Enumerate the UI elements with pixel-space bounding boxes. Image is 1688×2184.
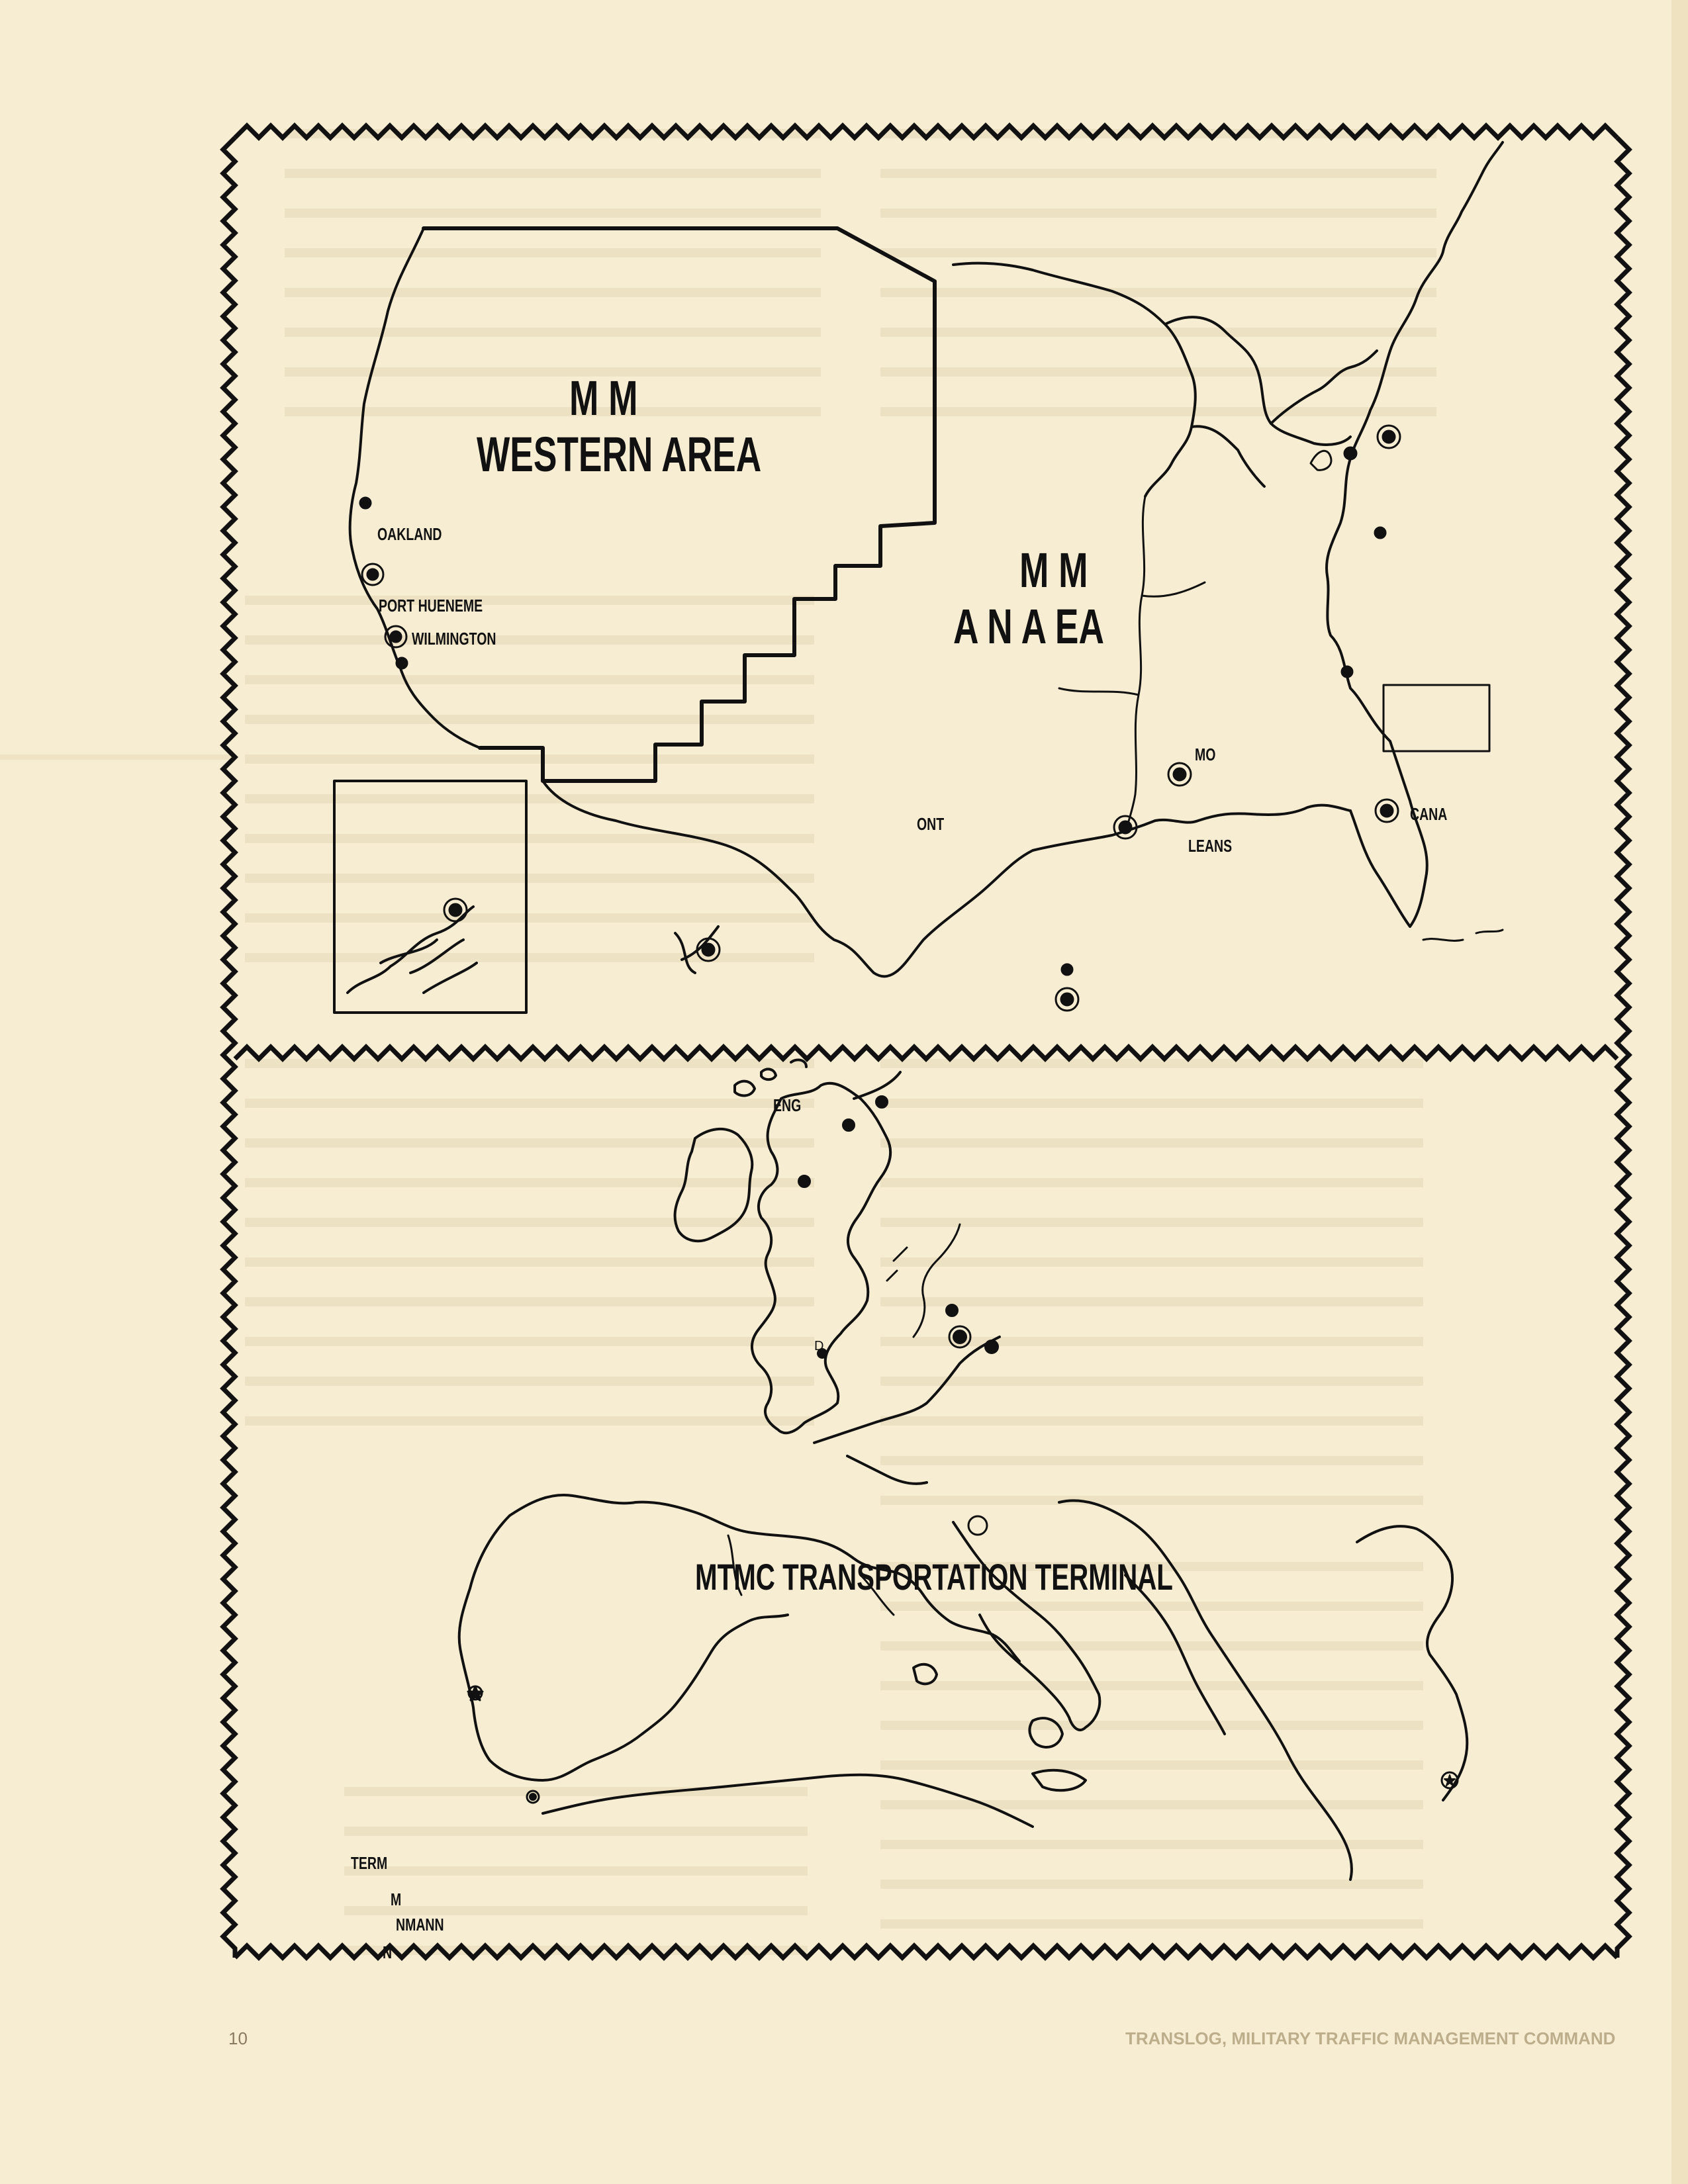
city-label-oakland: OAKLAND [377,524,442,544]
page-folio: 10 [228,2028,248,2048]
italy [953,1522,1100,1730]
svg-text:D: D [814,1339,824,1353]
alaska-inset [334,781,526,1013]
terminal-label-nmann: NMANN [396,1915,444,1934]
western-area-boundary [424,228,935,781]
eastern-area-title-line1: M M [1019,543,1088,598]
east-port-dots [1060,430,1395,1006]
eastern-area-title-line2: A N A EA [953,599,1104,654]
running-head: TRANSLOG, MILITARY TRAFFIC MANAGEMENT COMMAND [1125,2028,1616,2048]
western-area-title-line2: WESTERN AREA [477,427,762,482]
great-britain [752,1083,890,1433]
ireland [675,1129,753,1241]
west-coast [350,228,480,748]
city-label-cana: CANA [1410,804,1448,824]
western-area-title-line1: M M [569,371,638,426]
city-label-wilmington: WILMINGTON [412,629,496,649]
city-label-ont: ONT [917,814,945,834]
terminal-label-m: M [391,1889,402,1909]
terminal-map-title: MTMC TRANSPORTATION TERMINAL [695,1556,1173,1598]
city-label-port-hueneme: PORT HUENEME [379,596,483,615]
terminal-label-n: N [383,1942,393,1962]
great-lakes [953,263,1377,496]
east-port-rings [1056,426,1400,1011]
terminal-label-term: TERM [351,1853,388,1873]
city-label-leans: LEANS [1188,836,1233,856]
mediterranean-map [459,1495,1468,1880]
city-label-eng: ENG [773,1095,802,1115]
usa-map [334,142,1503,1013]
europe-map [675,1060,1000,1483]
city-label-mo: MO [1195,745,1216,764]
